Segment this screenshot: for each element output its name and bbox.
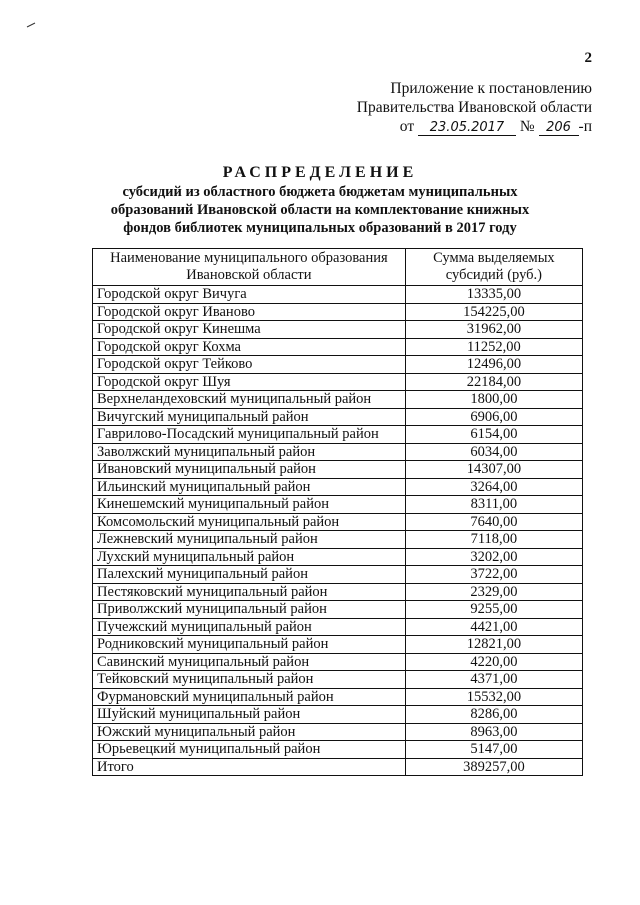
- handwritten-date: 23.05.2017: [418, 121, 516, 136]
- table-row: [93, 513, 583, 531]
- row-name: Городской округ Кохма: [93, 338, 406, 356]
- row-name: Лежневский муниципальный район: [93, 531, 406, 549]
- row-amount: 22184,00: [405, 373, 582, 391]
- table-row: [93, 688, 583, 706]
- row-name: Пучежский муниципальный район: [93, 618, 406, 636]
- row-name: Ильинский муниципальный район: [93, 478, 406, 496]
- row-amount: 5147,00: [405, 741, 582, 759]
- row-name: Юрьевецкий муниципальный район: [93, 741, 406, 759]
- row-name: Городской округ Тейково: [93, 356, 406, 374]
- row-name: Тейковский муниципальный район: [93, 671, 406, 689]
- table-body: [93, 286, 583, 759]
- table-row: [93, 566, 583, 584]
- row-amount: 4371,00: [405, 671, 582, 689]
- table-row: [93, 583, 583, 601]
- total-label: Итого: [93, 758, 406, 776]
- table-row: [93, 426, 583, 444]
- table-row: [93, 496, 583, 514]
- row-amount: 7118,00: [405, 531, 582, 549]
- table-row: [93, 741, 583, 759]
- row-name: Палехский муниципальный район: [93, 566, 406, 584]
- row-amount: 12821,00: [405, 636, 582, 654]
- page-number: 2: [584, 50, 592, 66]
- from-label: от: [399, 118, 415, 135]
- row-name: Кинешемский муниципальный район: [93, 496, 406, 514]
- table-row: [93, 338, 583, 356]
- row-name: Родниковский муниципальный район: [93, 636, 406, 654]
- row-name: Пестяковский муниципальный район: [93, 583, 406, 601]
- row-name: Лухский муниципальный район: [93, 548, 406, 566]
- table-row: [93, 618, 583, 636]
- row-amount: 6034,00: [405, 443, 582, 461]
- table-row: [93, 356, 583, 374]
- row-amount: 15532,00: [405, 688, 582, 706]
- row-amount: 7640,00: [405, 513, 582, 531]
- table-row: [93, 548, 583, 566]
- attachment-date-line: [357, 117, 592, 136]
- table-row: [93, 391, 583, 409]
- total-amount: 389257,00: [405, 758, 582, 776]
- row-amount: 6154,00: [405, 426, 582, 444]
- row-name: Савинский муниципальный район: [93, 653, 406, 671]
- row-name: Фурмановский муниципальный район: [93, 688, 406, 706]
- row-name: Комсомольский муниципальный район: [93, 513, 406, 531]
- table-header-row: [93, 249, 583, 286]
- table-row: [93, 461, 583, 479]
- row-amount: 9255,00: [405, 601, 582, 619]
- document-title: РАСПРЕДЕЛЕНИЕ: [222, 164, 418, 181]
- row-amount: 6906,00: [405, 408, 582, 426]
- distribution-table: [92, 248, 583, 776]
- row-amount: 8286,00: [405, 706, 582, 724]
- table-row: [93, 601, 583, 619]
- attachment-block: [357, 79, 592, 136]
- row-name: Приволжский муниципальный район: [93, 601, 406, 619]
- table-row: [93, 531, 583, 549]
- row-amount: 2329,00: [405, 583, 582, 601]
- table-row: [93, 373, 583, 391]
- number-label: №: [519, 118, 535, 135]
- row-name: Городской округ Кинешма: [93, 321, 406, 339]
- row-name: Городской округ Иваново: [93, 303, 406, 321]
- row-amount: 14307,00: [405, 461, 582, 479]
- attachment-line-1: Приложение к постановлению: [390, 80, 592, 97]
- table-row: [93, 408, 583, 426]
- table-row: [93, 478, 583, 496]
- row-amount: 3722,00: [405, 566, 582, 584]
- row-name: Вичугский муниципальный район: [93, 408, 406, 426]
- row-name: Южский муниципальный район: [93, 723, 406, 741]
- row-amount: 8311,00: [405, 496, 582, 514]
- table-row: [93, 671, 583, 689]
- header-name: Наименование муниципального образования Ивановской области: [93, 249, 406, 286]
- attachment-line-2: Правительства Ивановской области: [356, 99, 592, 116]
- row-amount: 1800,00: [405, 391, 582, 409]
- row-name: Городской округ Шуя: [93, 373, 406, 391]
- row-name: Ивановский муниципальный район: [93, 461, 406, 479]
- row-amount: 8963,00: [405, 723, 582, 741]
- row-name: Верхнеландеховский муниципальный район: [93, 391, 406, 409]
- row-amount: 12496,00: [405, 356, 582, 374]
- row-amount: 4421,00: [405, 618, 582, 636]
- row-amount: 4220,00: [405, 653, 582, 671]
- pen-mark-icon: [26, 22, 36, 28]
- row-amount: 11252,00: [405, 338, 582, 356]
- handwritten-number: 206: [539, 121, 579, 136]
- row-amount: 154225,00: [405, 303, 582, 321]
- heading-line-2: образований Ивановской области на комплектование книжных: [110, 202, 530, 218]
- row-amount: 3202,00: [405, 548, 582, 566]
- table-row: [93, 723, 583, 741]
- row-name: Городской округ Вичуга: [93, 286, 406, 304]
- table-row: [93, 321, 583, 339]
- table-row: [93, 706, 583, 724]
- table-row: [93, 303, 583, 321]
- document-heading: [0, 163, 640, 237]
- table-row: [93, 636, 583, 654]
- row-name: Гаврилово-Посадский муниципальный район: [93, 426, 406, 444]
- heading-line-3: фондов библиотек муниципальных образований в 2017 году: [123, 220, 517, 236]
- row-amount: 31962,00: [405, 321, 582, 339]
- heading-line-1: субсидий из областного бюджета бюджетам муниципальных: [122, 184, 518, 200]
- number-suffix: -п: [578, 118, 592, 135]
- total-row: [93, 758, 583, 776]
- row-amount: 3264,00: [405, 478, 582, 496]
- header-amount: Сумма выделяемых субсидий (руб.): [405, 249, 582, 286]
- row-amount: 13335,00: [405, 286, 582, 304]
- table-row: [93, 653, 583, 671]
- row-name: Заволжский муниципальный район: [93, 443, 406, 461]
- table-row: [93, 443, 583, 461]
- table-row: [93, 286, 583, 304]
- row-name: Шуйский муниципальный район: [93, 706, 406, 724]
